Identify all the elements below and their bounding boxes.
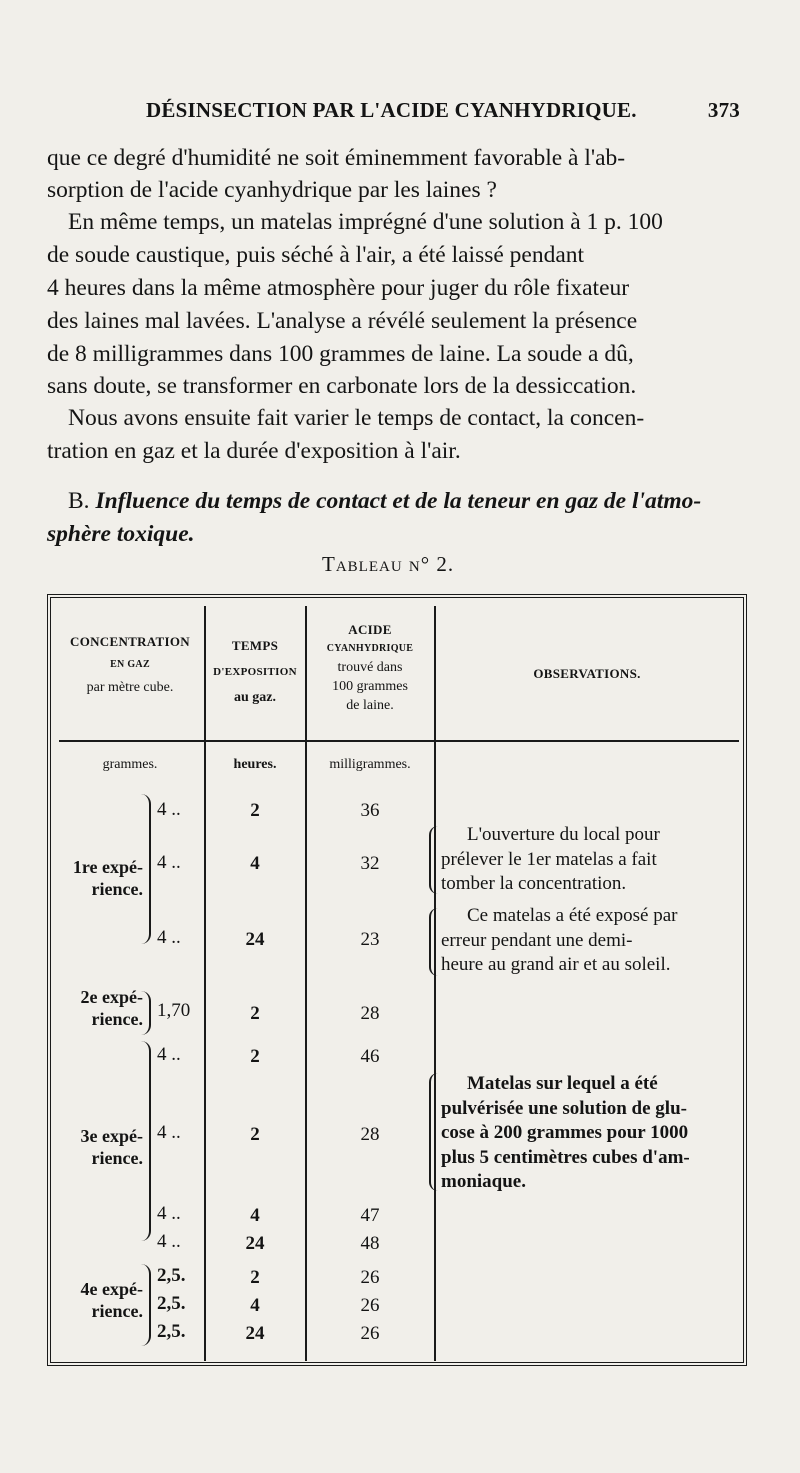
cell-conc: 2,5. [157, 1321, 186, 1342]
observation-2 [441, 904, 741, 978]
experiment-label [55, 1125, 143, 1169]
text: plus 5 centimètres cubes d'am- [441, 1146, 690, 1168]
data-table [47, 594, 747, 1366]
paragraph-line [68, 206, 663, 238]
text: tomber la concentration. [441, 873, 627, 894]
text: TEMPS [231, 638, 279, 653]
text: 3e expé- [80, 1126, 143, 1146]
text: L'ouverture du local pour [467, 824, 660, 845]
running-header [146, 98, 740, 130]
text: rience. [91, 879, 143, 899]
text: pulvérisée une solution de glu- [441, 1097, 687, 1119]
header-temps [207, 636, 303, 707]
text: de laine. [346, 698, 394, 713]
cell-acide: 26 [360, 1323, 380, 1344]
cell-conc: 2,5. [157, 1265, 186, 1286]
experiment-label [55, 856, 143, 900]
text: au gaz. [234, 690, 276, 705]
paragraph-line [47, 370, 636, 402]
text: CYANHYDRIQUE [326, 643, 414, 654]
observation-3 [441, 1072, 741, 1195]
cell-temps: 24 [245, 929, 265, 950]
text: rience. [91, 1009, 143, 1029]
text: EN GAZ [110, 659, 150, 670]
cell-temps: 2 [250, 1124, 260, 1145]
paragraph-line [47, 239, 584, 271]
header-acide [308, 620, 432, 715]
brace [141, 1264, 151, 1346]
experiment-label [55, 1278, 143, 1322]
experiment-label [55, 986, 143, 1030]
section-label: B. [68, 488, 90, 514]
text: ACIDE [348, 622, 392, 637]
cell-temps: 4 [250, 1205, 260, 1226]
paragraph-line [47, 305, 637, 337]
text: Ce matelas a été exposé par [467, 905, 678, 926]
cell-acide: 26 [360, 1267, 380, 1288]
text: 1re expé- [72, 857, 143, 877]
text: rience. [91, 1301, 143, 1321]
cell-temps: 4 [250, 853, 260, 874]
col-divider [305, 606, 307, 1361]
paragraph-line [47, 272, 629, 304]
observation-1 [441, 823, 741, 897]
text: moniaque. [441, 1171, 526, 1192]
cell-conc: 4 .. [157, 1122, 181, 1143]
running-title: DÉSINSECTION PAR L'ACIDE CYANHYDRIQUE. [146, 98, 637, 122]
header-rule [59, 740, 739, 742]
text: de soude caustique, puis séché à l'air, a été laissé pendant [47, 242, 585, 268]
cell-temps: 2 [250, 800, 260, 821]
cell-temps: 24 [245, 1323, 265, 1344]
brace [141, 991, 151, 1035]
cell-conc: 4 .. [157, 1231, 181, 1252]
header-concentration [57, 632, 203, 697]
paragraph-line [47, 338, 634, 370]
brace [429, 1073, 438, 1191]
cell-temps: 24 [245, 1233, 265, 1254]
text: rience. [91, 1148, 143, 1168]
section-heading-cont [47, 518, 195, 550]
text: 4 heures dans la même atmosphère pour juger du rôle fixateur [47, 275, 630, 301]
text: de 8 milligrammes dans 100 grammes de laine. La soude a dû, [47, 341, 634, 367]
paragraph-line [47, 142, 740, 174]
text: par mètre cube. [86, 680, 174, 695]
cell-conc: 4 .. [157, 1044, 181, 1065]
section-heading [68, 485, 701, 517]
page-number: 373 [707, 98, 740, 122]
paragraph-line [47, 174, 497, 206]
text: D'EXPOSITION [213, 666, 297, 678]
text: tration en gaz et la durée d'exposition à l'air. [47, 438, 461, 464]
text: erreur pendant une demi- [441, 929, 633, 951]
cell-acide: 28 [360, 1003, 380, 1024]
text: 2e expé- [80, 987, 143, 1007]
text: sphère toxique. [47, 521, 195, 547]
cell-conc: 4 .. [157, 852, 181, 873]
unit-concentration: grammes. [102, 757, 158, 772]
col-divider [204, 606, 206, 1361]
table-caption: Tableau n° 2. [322, 552, 455, 576]
unit-acide: milligrammes. [329, 757, 411, 772]
col-divider [434, 606, 436, 1361]
cell-acide: 23 [360, 929, 380, 950]
text: Nous avons ensuite fait varier le temps de contact, la concen- [68, 405, 645, 431]
cell-temps: 2 [250, 1267, 260, 1288]
text: En même temps, un matelas imprégné d'une solution à 1 p. 100 [68, 209, 663, 235]
cell-temps: 2 [250, 1046, 260, 1067]
text: sorption de l'acide cyanhydrique par les laines ? [47, 177, 497, 203]
brace [141, 794, 151, 944]
brace [429, 908, 438, 976]
text: CONCENTRATION [70, 634, 190, 649]
cell-acide: 28 [360, 1124, 380, 1145]
unit-temps: heures. [233, 757, 277, 772]
text: heure au grand air et au soleil. [441, 954, 671, 975]
paragraph-line [47, 435, 461, 467]
cell-temps: 4 [250, 1295, 260, 1316]
cell-acide: 46 [360, 1046, 380, 1067]
cell-conc: 4 .. [157, 1203, 181, 1224]
text: cose à 200 grammes pour 1000 [441, 1122, 689, 1143]
cell-acide: 32 [360, 853, 380, 874]
text: 100 grammes [332, 679, 408, 694]
brace [141, 1041, 151, 1241]
text: sans doute, se transformer en carbonate lors de la dessiccation. [47, 373, 637, 399]
text: Matelas sur lequel a été [467, 1073, 658, 1094]
cell-acide: 47 [360, 1205, 380, 1226]
text: trouvé dans [337, 660, 403, 675]
cell-conc: 4 .. [157, 799, 181, 820]
text: que ce degré d'humidité ne soit éminemment favorable à l'ab- [47, 145, 626, 171]
header-observations: OBSERVATIONS. [533, 666, 641, 681]
text: prélever le 1er matelas a fait [441, 848, 657, 870]
brace [429, 826, 438, 894]
cell-acide: 26 [360, 1295, 380, 1316]
cell-acide: 36 [360, 800, 380, 821]
cell-acide: 48 [360, 1233, 380, 1254]
section-title: Influence du temps de contact et de la teneur en gaz de l'atmo- [95, 488, 702, 514]
cell-conc: 1,70 [157, 1000, 191, 1021]
cell-temps: 2 [250, 1003, 260, 1024]
cell-conc: 2,5. [157, 1293, 186, 1314]
cell-conc: 4 .. [157, 927, 181, 948]
text: des laines mal lavées. L'analyse a révélé seulement la présence [47, 308, 638, 334]
paragraph-line [68, 402, 644, 434]
text: 4e expé- [80, 1279, 143, 1299]
